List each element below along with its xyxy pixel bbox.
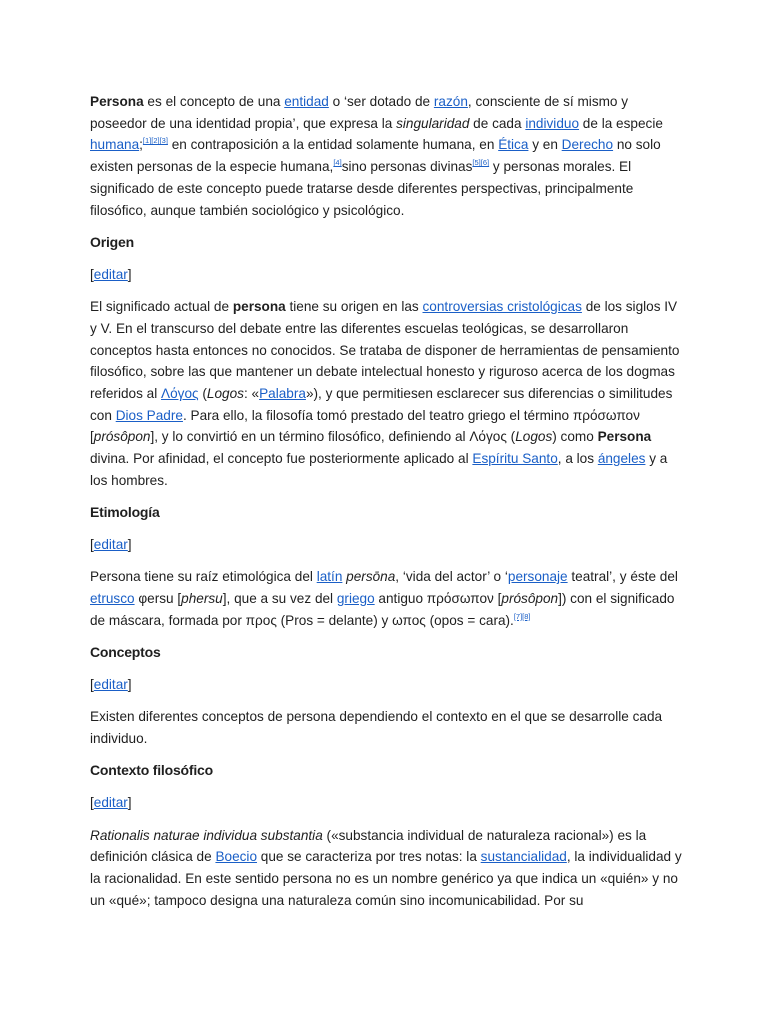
text: ) como [552, 429, 598, 445]
edit-link-origen[interactable]: editar [93, 266, 128, 282]
edit-section-conceptos [90, 674, 682, 696]
edit-link-etimologia[interactable]: editar [93, 537, 128, 553]
text: ], y lo convirtió en un término filosófico, definiendo al Λόγος ( [150, 429, 516, 445]
intro-paragraph [90, 91, 682, 221]
italic-persona-latin: persōna [346, 569, 396, 585]
reference-4[interactable]: [4] [333, 158, 342, 168]
text: y personas morales. El significado de este concepto puede tratarse desde diferentes perspectivas, principalmente filosófico, aunque también sociológico y psicológico. [90, 159, 634, 218]
heading-origen: Origen [90, 233, 134, 250]
reference-5-6[interactable]: [5][6] [472, 158, 490, 168]
text: Persona tiene su raíz etimológica del [90, 569, 317, 585]
link-griego[interactable]: griego [336, 591, 375, 607]
link-controversias-cristologicas[interactable]: controversias cristológicas [422, 299, 582, 315]
bracket: [ [90, 266, 94, 282]
link-latin[interactable]: latín [316, 569, 343, 585]
text: no solo existen personas de la especie humana, [90, 137, 661, 175]
text: : « [243, 385, 260, 401]
link-entidad[interactable]: entidad [284, 94, 329, 109]
text: y en [528, 137, 562, 153]
bold-persona: persona [232, 299, 286, 315]
link-dios-padre[interactable]: Dios Padre [115, 407, 183, 423]
heading-contexto-filosofico: Contexto filosófico [90, 762, 213, 779]
link-humana[interactable]: humana [90, 137, 140, 153]
text: ; [139, 137, 143, 153]
link-espiritu-santo[interactable]: Espíritu Santo [472, 451, 558, 467]
bracket: ] [127, 537, 132, 553]
link-individuo[interactable]: individuo [525, 115, 580, 131]
bracket: ] [127, 677, 132, 693]
edit-section-etimologia [90, 534, 682, 556]
italic-rationalis: Rationalis naturae individua substantia [90, 827, 323, 843]
text: »), y que permitiesen esclarecer sus diferencias o similitudes con [90, 385, 673, 423]
text: sino personas divinas [341, 159, 473, 175]
article-body [90, 91, 682, 922]
bracket: [ [90, 537, 94, 553]
italic-logos: Logos [206, 385, 244, 401]
text: tiene su origen en las [285, 299, 423, 315]
edit-link-conceptos[interactable]: editar [93, 677, 128, 693]
text: , a los [557, 451, 598, 467]
text: φersu [ [134, 591, 182, 607]
link-derecho[interactable]: Derecho [561, 137, 614, 153]
conceptos-paragraph: Existen diferentes conceptos de persona dependiendo el contexto en el que se desarrolle cada individuo. [90, 709, 663, 747]
text: en contraposición a la entidad solamente humana, en [167, 137, 499, 153]
text: , ‘vida del actor’ o ‘ [395, 569, 508, 585]
bracket: [ [90, 677, 94, 693]
contexto-filosofico-paragraph [90, 825, 682, 912]
reference-7-8[interactable]: [7][8] [513, 611, 531, 621]
text: El significado actual de [90, 299, 233, 315]
italic-prosopon-2: prósôpon [501, 591, 559, 607]
text: de cada [469, 115, 526, 131]
bracket: ] [127, 266, 132, 282]
link-personaje[interactable]: personaje [507, 569, 568, 585]
text: de la especie [579, 115, 663, 131]
link-logos[interactable]: Λόγος [161, 385, 199, 401]
text: ( [198, 385, 207, 401]
text: o ‘ser dotado de [328, 94, 434, 109]
text: teatral’, y éste del [567, 569, 678, 585]
etimologia-paragraph [90, 566, 682, 631]
text: . Para ello, la filosofía tomó prestado del teatro griego el término πρόσωπον [ [90, 407, 640, 445]
text: («substancia individual de naturaleza racional») es la definición clásica de [90, 827, 647, 865]
edit-section-origen [90, 264, 682, 286]
italic-singularidad: singularidad [396, 115, 470, 131]
text: que se caracteriza por tres notas: la [257, 849, 481, 865]
italic-logos-2: Logos [515, 429, 553, 445]
term-persona: Persona [90, 94, 144, 109]
text: de los siglos IV y V. En el transcurso del debate entre las diferentes escuelas teológicas, se desarrollaron conceptos hasta entonces no conocidos. Se trataba de disponer de herramientas de pensamiento filosófico, sobre las que mantener un debate intelectual honesto y riguroso acerca de los dogmas referidos al [90, 299, 680, 401]
edit-section-contexto-filosofico [90, 792, 682, 814]
link-etrusco[interactable]: etrusco [90, 591, 135, 607]
text: , la individualidad y la racionalidad. En este sentido persona no es un nombre genérico ya que indica un «quién» y no un «qué»; tampoco designa una naturaleza común sino incomunicabilidad. Por su [90, 849, 682, 908]
heading-etimologia: Etimología [90, 503, 160, 520]
italic-prosopon: prósôpon [93, 429, 151, 445]
link-angeles[interactable]: ángeles [597, 451, 646, 467]
link-boecio[interactable]: Boecio [215, 849, 258, 865]
bold-persona-divina: Persona [597, 429, 652, 445]
text: y a los hombres. [90, 451, 668, 488]
reference-1-2-3[interactable]: [1][2][3] [142, 136, 168, 146]
link-razon[interactable]: razón [433, 94, 468, 109]
heading-conceptos: Conceptos [90, 643, 161, 660]
text: divina. Por afinidad, el concepto fue posteriormente aplicado al [90, 451, 473, 467]
text: antiguo πρόσωπον [ [374, 591, 502, 607]
text: ], que a su vez del [222, 591, 337, 607]
bracket: ] [127, 795, 132, 811]
link-etica[interactable]: Ética [498, 137, 529, 153]
text: ]) con el significado de máscara, formada por προς (Pros = delante) y ωπος (opos = cara). [90, 591, 675, 628]
italic-phersu: phersu [181, 591, 223, 607]
bracket: [ [90, 795, 94, 811]
text: , consciente de sí mismo y poseedor de una identidad propia’, que expresa la [90, 94, 629, 131]
link-palabra[interactable]: Palabra [259, 385, 306, 401]
edit-link-contexto-filosofico[interactable]: editar [93, 795, 128, 811]
origen-paragraph [90, 296, 682, 491]
link-sustancialidad[interactable]: sustancialidad [480, 849, 567, 865]
text: es el concepto de una [143, 94, 285, 109]
